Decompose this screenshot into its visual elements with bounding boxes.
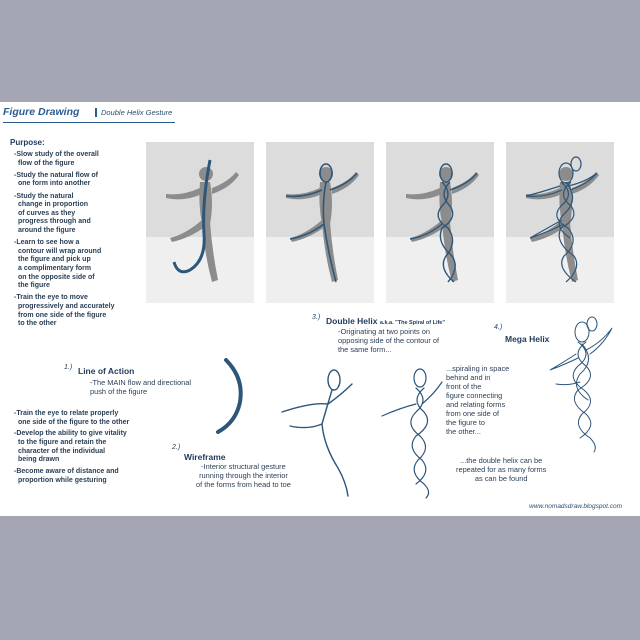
double-helix-title — [326, 316, 445, 326]
mega-helix-title: Mega Helix — [505, 334, 550, 344]
photo-double-helix — [386, 142, 494, 303]
purpose-bullet — [14, 193, 91, 236]
photo-line-of-action — [146, 142, 254, 303]
bullet-line: progressively and accurately — [18, 302, 115, 310]
bullet-line: -Learn to see how a — [14, 239, 80, 247]
purpose-bullet — [14, 239, 101, 291]
source-url: www.nomadsdraw.blogspot.com — [529, 503, 622, 510]
bullet-line: of curves as they — [18, 209, 76, 217]
body-line: -Interior structural gesture — [201, 462, 286, 471]
body-line: push of the figure — [90, 387, 148, 396]
wireframe-title: Wireframe — [184, 452, 226, 462]
wireframe-text — [196, 462, 291, 489]
body-line: the same form... — [338, 345, 392, 354]
bullet-line: flow of the figure — [18, 159, 75, 167]
line-of-action-text — [90, 378, 191, 396]
purpose-bullet — [14, 468, 119, 485]
bullet-line: -Train the eye to move — [14, 294, 88, 302]
purpose-bullet — [14, 172, 98, 189]
photo-mega-helix — [506, 142, 614, 303]
line-of-action-title: Line of Action — [78, 366, 135, 376]
line-of-action-number: 1.) — [64, 364, 73, 371]
sketch-double-helix — [376, 364, 450, 500]
bullet-line: -Become aware of distance and — [14, 468, 119, 475]
bullet-line: one form into another — [18, 180, 91, 188]
reference-sheet — [0, 102, 640, 516]
bullet-line: being drawn — [18, 456, 60, 464]
purpose-bullet — [14, 430, 127, 464]
sheet-subtitle: Double Helix Gesture — [95, 108, 172, 117]
bullet-line: one side of the figure to the other — [18, 418, 130, 426]
body-line: as can be found — [474, 474, 528, 483]
body-line: -The MAIN flow and directional — [90, 378, 192, 387]
bullet-line: -Study the natural flow of — [14, 171, 98, 179]
header-rule — [3, 122, 175, 123]
bullet-line: progress through and — [18, 218, 91, 226]
bullet-line: -Slow study of the overall — [14, 151, 99, 158]
double-helix-text — [338, 327, 439, 354]
body-line: the other... — [446, 427, 481, 436]
bullet-line: a complimentary form — [18, 264, 92, 272]
body-line: figure connecting — [446, 391, 503, 400]
bullet-line: -Train the eye to relate properly — [14, 410, 119, 417]
body-line: opposing side of the contour of — [338, 336, 440, 345]
bullet-line: to the figure and retain the — [18, 438, 107, 446]
wireframe-number: 2.) — [172, 444, 181, 451]
purpose-heading: Purpose: — [10, 138, 45, 147]
body-line: running through the interior — [199, 471, 288, 480]
body-line: of the forms from head to toe — [196, 480, 291, 489]
body-line: front of the — [446, 382, 482, 391]
sketch-line-of-action — [214, 358, 248, 434]
bullet-line: the figure and pick up — [18, 256, 91, 264]
bullet-line: change in proportion — [18, 201, 88, 209]
bullet-line: contour will wrap around — [18, 247, 102, 255]
bullet-line: character of the individual — [18, 447, 106, 455]
sheet-title: Figure Drawing — [3, 106, 80, 118]
body-line: -Originating at two points on — [338, 327, 431, 336]
double-helix-number: 3.) — [312, 314, 321, 321]
bullet-line: proportion while gesturing — [18, 476, 107, 484]
bullet-line: to the other — [18, 320, 57, 328]
body-line: ...the double helix can be — [460, 456, 543, 465]
purpose-bullet — [14, 410, 129, 427]
mega-helix-number: 4.) — [494, 324, 503, 331]
bullet-line: the figure — [18, 282, 50, 290]
spiral-note-text — [446, 364, 509, 436]
bullet-line: -Develop the ability to give vitality — [14, 430, 127, 438]
bullet-line: -Study the natural — [14, 192, 74, 200]
body-line: from one side of — [446, 409, 499, 418]
body-line: the figure to — [446, 418, 486, 427]
double-helix-title-text: Double Helix — [326, 316, 378, 326]
purpose-bullet — [14, 151, 99, 168]
bullet-line: around the figure — [18, 226, 76, 234]
bullet-line: on the opposite side of — [18, 273, 95, 281]
body-line: ...spiraling in space — [446, 364, 510, 373]
double-helix-aka: a.k.a. "The Spiral of Life" — [379, 320, 445, 326]
body-line: and relating forms — [446, 400, 506, 409]
photo-wireframe — [266, 142, 374, 303]
body-line: repeated for as many forms — [456, 465, 547, 474]
body-line: behind and in — [446, 373, 491, 382]
purpose-bullet — [14, 294, 115, 328]
repeat-note-text — [456, 456, 546, 483]
bullet-line: from one side of the figure — [18, 311, 107, 319]
sketch-mega-helix — [546, 314, 622, 454]
